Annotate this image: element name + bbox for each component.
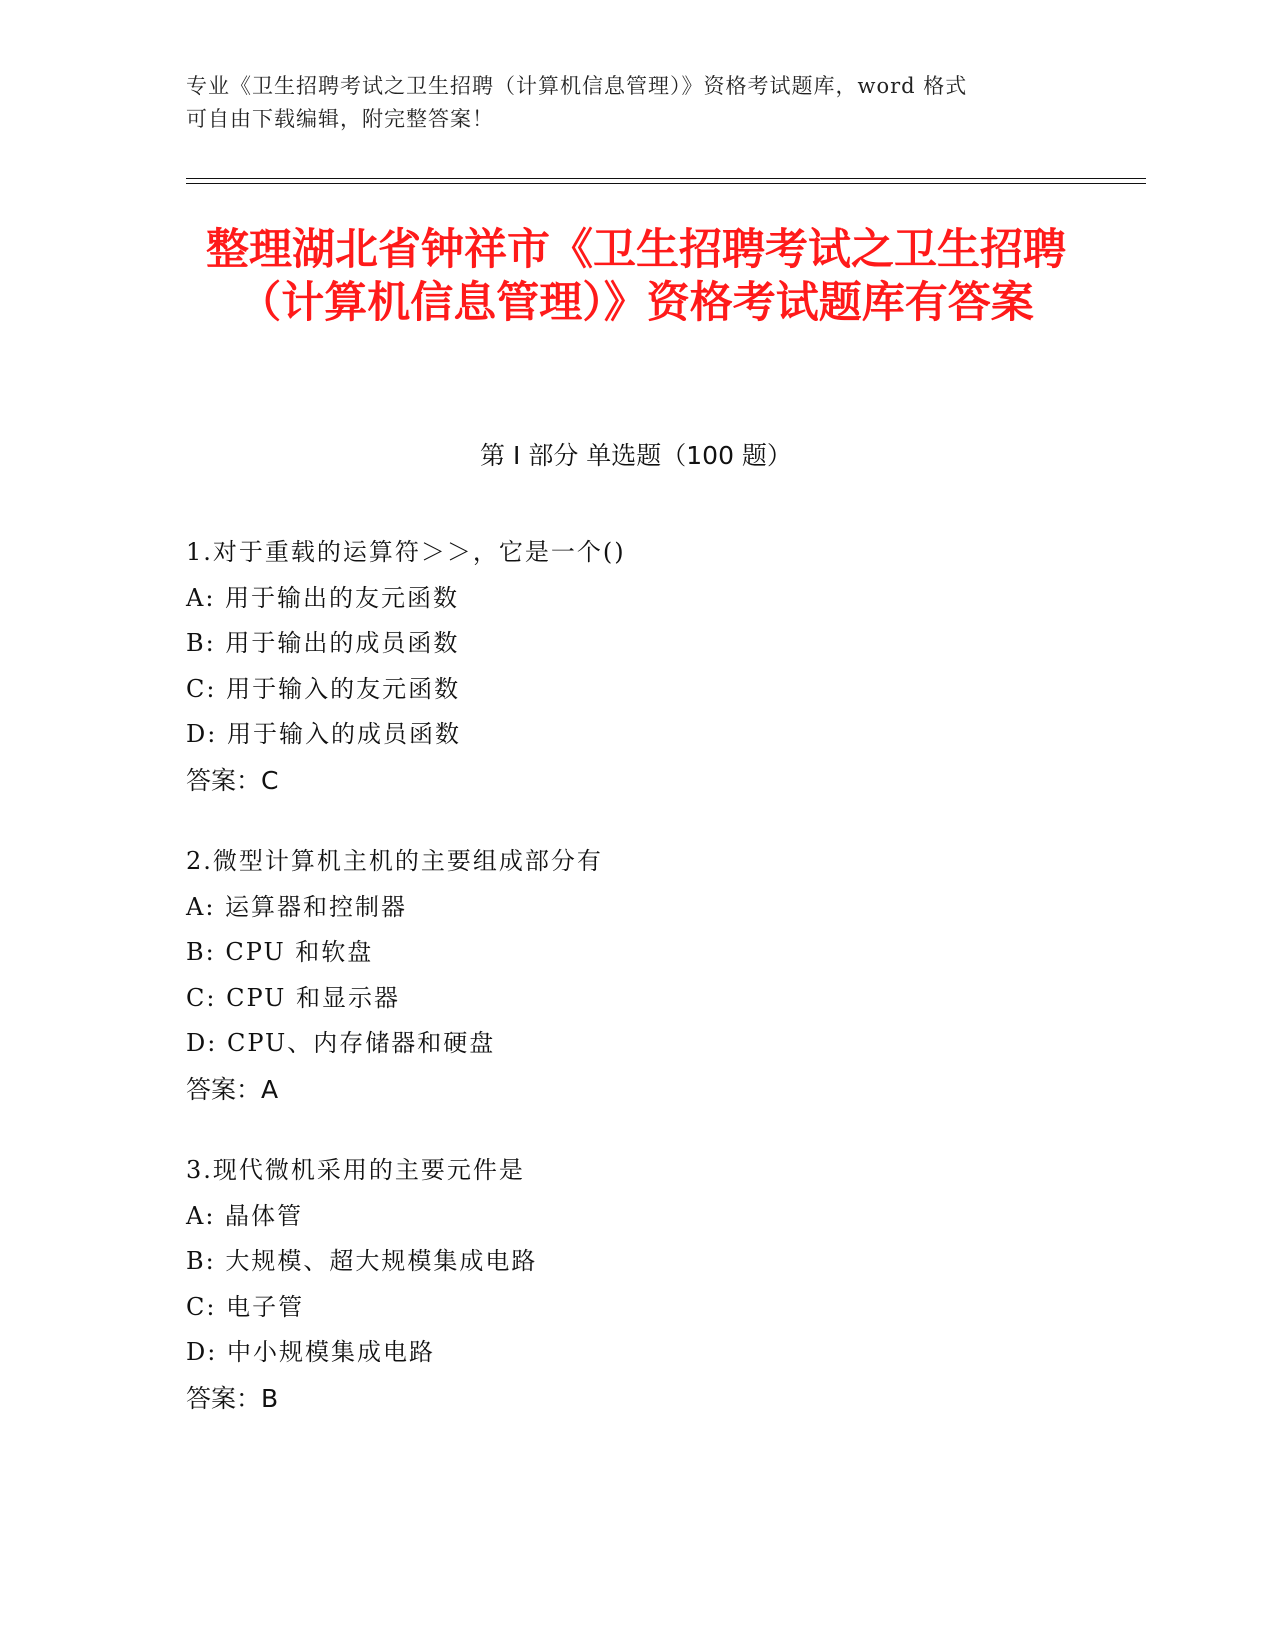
question-item xyxy=(186,839,1086,1112)
header-divider-top xyxy=(186,178,1146,179)
option-b: B: CPU 和软盘 xyxy=(186,938,374,966)
option-d: D: 中小规模集成电路 xyxy=(186,1338,435,1366)
section-title: 第 I 部分 单选题（100 题） xyxy=(480,441,792,470)
option-c: C: 用于输入的友元函数 xyxy=(186,674,461,703)
option-a: A: 用于输出的友元函数 xyxy=(186,583,460,612)
question-item xyxy=(186,530,1086,803)
header-note xyxy=(186,70,1086,136)
answer-text: 答案：C xyxy=(186,765,279,795)
question-list xyxy=(186,530,1086,1457)
header-divider-bottom xyxy=(186,183,1146,184)
document-title: 整理湖北省钟祥市《卫生招聘考试之卫生招聘（计算机信息管理）》资格考试题库有答案 xyxy=(206,225,1066,328)
header-note-line-2: 可自由下载编辑，附完整答案！ xyxy=(186,107,494,131)
header-note-line-1: 专业《卫生招聘考试之卫生招聘（计算机信息管理）》资格考试题库，word 格式 xyxy=(186,74,968,98)
question-stem: 2.微型计算机主机的主要组成部分有 xyxy=(186,847,603,875)
question-stem: 1.对于重载的运算符＞＞，它是一个() xyxy=(186,538,626,566)
option-b: B: 大规模、超大规模集成电路 xyxy=(186,1247,538,1275)
question-stem: 3.现代微机采用的主要元件是 xyxy=(186,1156,525,1184)
option-d: D: 用于输入的成员函数 xyxy=(186,720,461,748)
option-a: A: 晶体管 xyxy=(186,1201,304,1230)
question-item xyxy=(186,1148,1086,1421)
option-d: D: CPU、内存储器和硬盘 xyxy=(186,1029,496,1057)
answer-text: 答案：B xyxy=(186,1383,279,1413)
option-b: B: 用于输出的成员函数 xyxy=(186,629,460,657)
option-a: A: 运算器和控制器 xyxy=(186,892,408,921)
answer-text: 答案：A xyxy=(186,1074,279,1104)
option-c: C: 电子管 xyxy=(186,1292,305,1321)
option-c: C: CPU 和显示器 xyxy=(186,983,401,1012)
